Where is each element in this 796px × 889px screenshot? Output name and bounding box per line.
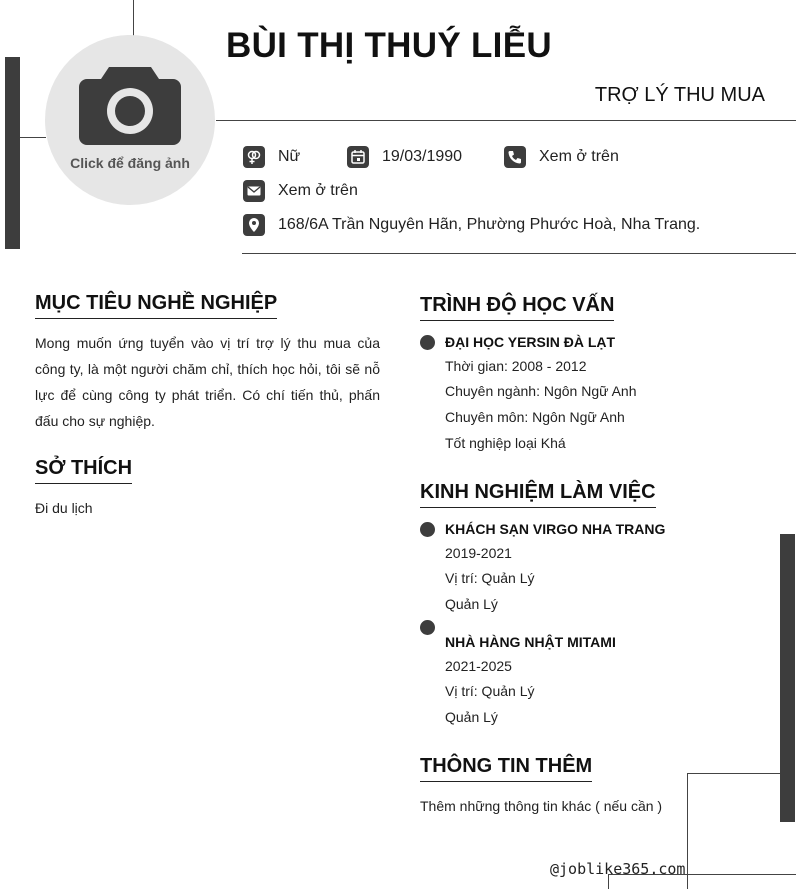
extra-text: Thêm những thông tin khác ( nếu cần ) — [420, 798, 663, 814]
phone-icon — [504, 146, 526, 168]
email-value: Xem ở trên — [278, 182, 358, 199]
education-line: Tốt nghiệp loại Khá — [445, 435, 566, 451]
full-name: BÙI THỊ THUÝ LIỄU — [226, 26, 552, 65]
objective-heading: MỤC TIÊU NGHỀ NGHIỆP — [35, 292, 277, 319]
phone-value: Xem ở trên — [539, 148, 619, 165]
experience-line: 2021-2025 — [445, 658, 512, 674]
camera-icon — [79, 59, 181, 149]
extra-heading: THÔNG TIN THÊM — [420, 755, 592, 782]
school-name: ĐẠI HỌC YERSIN ĐÀ LẠT — [445, 334, 616, 350]
avatar-upload-label: Click để đăng ảnh — [70, 155, 190, 171]
contact-birthday — [347, 146, 462, 168]
experience-line: 2019-2021 — [445, 545, 512, 561]
decor-bar-right — [780, 534, 795, 822]
header-divider — [216, 120, 796, 121]
decor-line — [20, 137, 46, 138]
bullet-dot — [420, 522, 435, 537]
education-line: Chuyên ngành: Ngôn Ngữ Anh — [445, 383, 637, 399]
email-icon — [243, 180, 265, 202]
hobbies-heading: SỞ THÍCH — [35, 457, 132, 484]
hobbies-text: Đi du lịch — [35, 500, 93, 516]
experience-line: Quản Lý — [445, 596, 498, 612]
company-name: KHÁCH SẠN VIRGO NHA TRANG — [445, 521, 666, 537]
bullet-dot — [420, 620, 435, 635]
address-value: 168/6A Trần Nguyên Hãn, Phường Phước Hoà, Nha Trang. — [278, 216, 701, 233]
calendar-icon — [347, 146, 369, 168]
avatar[interactable] — [45, 35, 215, 205]
company-name: NHÀ HÀNG NHẬT MITAMI — [445, 634, 616, 650]
education-line: Thời gian: 2008 - 2012 — [445, 358, 587, 374]
decor-bar-left — [5, 57, 20, 249]
experience-line: Vị trí: Quản Lý — [445, 683, 535, 699]
decor-line — [688, 773, 780, 774]
experience-line: Quản Lý — [445, 709, 498, 725]
bullet-dot — [420, 335, 435, 350]
location-icon — [243, 214, 265, 236]
contact-email — [243, 180, 358, 202]
watermark: @joblike365.com — [550, 860, 686, 878]
birthday-value: 19/03/1990 — [382, 148, 463, 165]
gender-value: Nữ — [278, 148, 301, 165]
decor-line — [687, 773, 688, 889]
experience-heading: KINH NGHIỆM LÀM VIỆC — [420, 481, 656, 508]
contact-phone — [504, 146, 619, 168]
contact-address — [243, 214, 700, 236]
education-heading: TRÌNH ĐỘ HỌC VẤN — [420, 294, 614, 321]
education-line: Chuyên môn: Ngôn Ngữ Anh — [445, 409, 625, 425]
contact-gender — [243, 146, 300, 168]
contact-divider — [242, 253, 796, 254]
objective-text: Mong muốn ứng tuyển vào vị trí trợ lý thu mua của công ty, là một người chăm chỉ, thích học hỏi, tôi sẽ nỗ lực để cùng công ty phát triển. Có chí tiến thủ, phấn đấu cho sự nghiệp. — [35, 335, 380, 429]
experience-line: Vị trí: Quản Lý — [445, 570, 535, 586]
gender-icon — [243, 146, 265, 168]
decor-line — [133, 0, 134, 36]
job-title: TRỢ LÝ THU MUA — [594, 84, 765, 106]
